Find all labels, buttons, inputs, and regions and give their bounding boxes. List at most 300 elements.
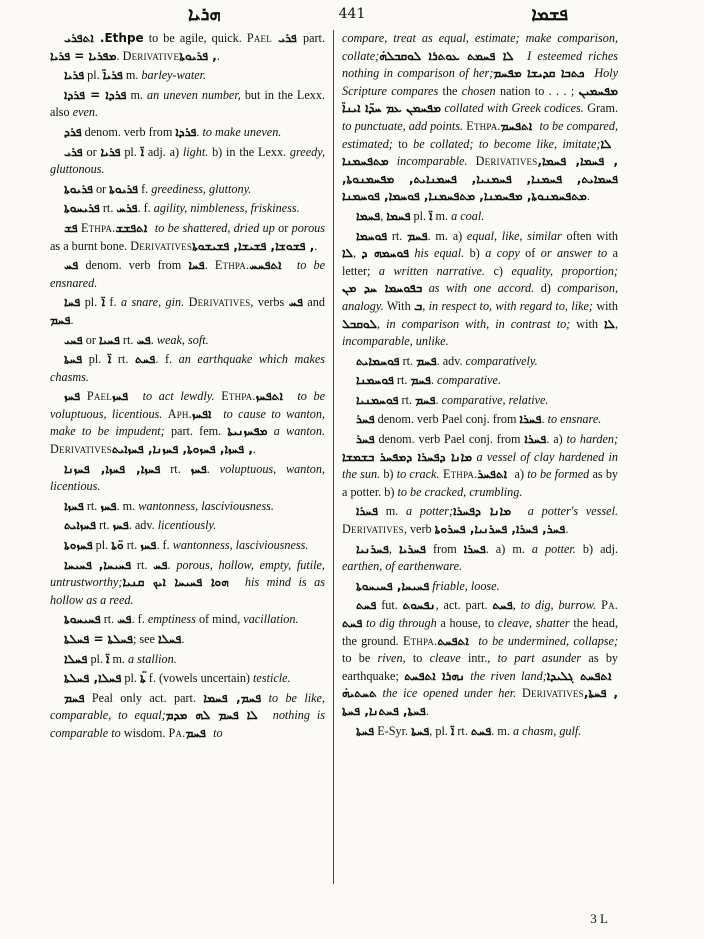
syriac-text: ܦܚܬ xyxy=(470,723,492,738)
syriac-text: ܦܪܝ xyxy=(271,31,303,45)
entry-text: pl. xyxy=(80,295,102,310)
small-caps-label: Derivatives xyxy=(130,238,193,253)
gloss-italic: greediness, gluttony. xyxy=(151,181,252,196)
small-caps-label: Derivatives xyxy=(475,154,538,169)
dictionary-entry xyxy=(50,220,325,255)
entry-text: rt. xyxy=(160,461,191,476)
syriac-text: ܦܚܬܐ xyxy=(64,352,83,367)
entry-text: denom. verb from xyxy=(81,124,176,139)
gloss-italic: porous, hollow, empty, futile, untrustworthy; xyxy=(50,557,325,590)
gloss-italic: a potter's vessel. xyxy=(520,504,618,519)
dictionary-entry xyxy=(50,670,325,688)
entry-text: , xyxy=(377,316,387,331)
syriac-text: ܦܚ xyxy=(64,258,79,273)
syriac-text: ܦܘܚܡܗ ܕ xyxy=(361,246,409,261)
gloss-italic: a vessel of clay hardened in the sun. xyxy=(342,449,618,482)
entry-text: as by earthquake; xyxy=(342,651,618,683)
entry-text: m. xyxy=(377,504,407,519)
dictionary-entry xyxy=(342,353,618,371)
entry-text: . xyxy=(435,392,442,407)
entry-text: . xyxy=(541,412,548,427)
entry-text: pl. xyxy=(121,671,140,686)
entry-text: , xyxy=(614,316,618,331)
syriac-text: ܦܚܙܐ xyxy=(64,498,84,513)
dictionary-entry xyxy=(50,181,325,199)
syriac-text: ܦܚ xyxy=(288,295,303,310)
syriac-text: ܡܦܚܡܝܢ xyxy=(578,83,618,98)
right-column xyxy=(342,30,618,921)
entry-text: . f. xyxy=(156,538,173,553)
gloss-italic: to punctuate, add points. xyxy=(342,118,463,133)
entry-text: of xyxy=(519,246,541,261)
entry-text: as a burnt bone. xyxy=(50,238,131,253)
syriac-text: ܐ̈ xyxy=(107,352,112,367)
gloss-italic: in comparison with, in contrast to; xyxy=(386,316,571,331)
syriac-text: ܦܚܝ xyxy=(64,332,83,347)
entry-text: . xyxy=(430,373,438,388)
syriac-text: ܡܐܢܐ ܕܦܚܪܐ ܕܡܦܚܪ ܒܫܡܫܐ xyxy=(342,449,473,464)
entry-text: wisdom. xyxy=(120,725,169,740)
entry-text: with xyxy=(570,316,604,331)
gloss-italic: to dig, burrow. xyxy=(520,598,597,613)
dictionary-entry xyxy=(342,228,618,351)
syriac-text: ܦܚܬ xyxy=(342,616,363,630)
entry-text: and xyxy=(302,295,325,310)
syriac-text: ܐ̈ xyxy=(429,208,433,223)
signature-mark: 3 L xyxy=(590,911,608,926)
entry-text: rt. xyxy=(387,228,408,243)
syriac-text: ܐ̈ xyxy=(450,723,455,738)
small-caps-label: Pael xyxy=(80,389,112,404)
syriac-text: ܐܬܦܚܬ ܓܠܝܕܐ ܬܚܬܝܗ̇ xyxy=(342,668,618,701)
entry-text: rt. xyxy=(398,392,416,407)
entry-text xyxy=(468,154,476,168)
syriac-text: ܦܚܡ xyxy=(415,392,436,407)
gloss-italic: to crack. xyxy=(396,467,440,482)
dictionary-entry xyxy=(50,200,325,218)
entry-text: . m. xyxy=(116,498,139,513)
syriac-text: ܐܬܦܚܪ xyxy=(477,467,512,482)
entry-text: E-Syr. xyxy=(374,723,412,738)
gloss-italic: incomparable. xyxy=(388,154,468,169)
small-caps-label: Pa. xyxy=(596,598,618,613)
gloss-italic: to part asunder xyxy=(497,651,582,666)
entry-text: part. xyxy=(303,31,325,45)
small-caps-label: Pael xyxy=(246,31,272,45)
syriac-text: ܐܬܦܚܚ xyxy=(249,258,290,273)
gloss-italic: friable, loose. xyxy=(432,578,500,593)
entry-text: . xyxy=(181,632,185,646)
syriac-text: ܦܚܠܐ xyxy=(64,651,88,666)
entry-text: or xyxy=(82,144,101,159)
syriac-text: ܐ̈ xyxy=(140,144,145,159)
gloss-italic: to be cracked, crumbling. xyxy=(397,484,523,499)
entry-text: , verb xyxy=(403,522,435,537)
dictionary-entry xyxy=(50,87,325,122)
small-caps-label: Aph. xyxy=(167,406,192,421)
syriac-text: ܦܚܬܐ xyxy=(356,723,375,738)
syriac-text: ܦܚܐ xyxy=(188,258,205,273)
syriac-text: ܒܦܘܚܡܐ ܚܕ ܡܢ xyxy=(342,281,423,296)
gloss-italic: be collated; to become like, imitate; xyxy=(413,136,601,151)
column-divider xyxy=(333,30,334,884)
gloss-italic: an uneven number, xyxy=(147,87,241,102)
entry-text: rt. xyxy=(123,538,141,553)
small-caps-label: Ethpa. xyxy=(402,633,438,648)
entry-text: rt. xyxy=(399,353,417,368)
syriac-text: ܠܘܩܒܠ xyxy=(342,316,377,331)
entry-text: rt. xyxy=(111,352,135,367)
gloss-italic: comparative, relative. xyxy=(441,392,549,407)
syriac-text: ܘ̈ܬܐ xyxy=(111,538,124,553)
gloss-italic: equality, proportion; xyxy=(511,263,618,278)
gloss-italic: an earthquake which makes chasms. xyxy=(50,352,325,384)
syriac-text: ܦܚܡ xyxy=(416,353,437,368)
gloss-italic: to act lewdly. xyxy=(135,389,215,404)
syriac-text: ܦܚܠܐ xyxy=(157,632,182,646)
gloss-italic: to cause to wanton, make to be impudent; xyxy=(50,406,325,439)
entry-text: , act. part. xyxy=(435,598,493,613)
syriac-text: ܦܪܕ xyxy=(64,124,82,139)
syriac-text: ܦܚܪܐ xyxy=(463,541,486,556)
syriac-text: ܠܐ xyxy=(603,316,615,331)
entry-text: the xyxy=(438,83,462,98)
entry-text: . xyxy=(70,312,74,327)
entry-text: . adv. xyxy=(128,518,158,533)
gloss-italic: a coal. xyxy=(451,208,485,223)
syriac-text: ܦܚܐ xyxy=(64,295,81,310)
entry-text: rt. xyxy=(393,373,411,388)
entry-text: . f. xyxy=(131,612,148,627)
syriac-text: ܢܗܪܐ ܐܬܦܚܬ xyxy=(404,668,465,683)
small-caps-label: Derivatives xyxy=(521,686,584,701)
entry-text: as by a potter. b) xyxy=(342,467,618,499)
syriac-text: ܦܚܪܐ xyxy=(356,504,378,519)
syriac-text: ܐܬܦܚܬ xyxy=(437,633,475,648)
entry-text: nation to . . . ; xyxy=(495,83,579,98)
syriac-text: ܦܚܪܢܝܐ xyxy=(356,541,389,556)
syriac-text: ܦܪܕܐ = ܦܪܕܐ xyxy=(64,87,127,102)
syriac-text: , ܦܫܘܫܐ, ܦܫܝܫܐ, ܦܫܝܫܘܬܐ xyxy=(192,238,315,253)
dictionary-entry xyxy=(50,294,325,329)
syriac-text: ܦܪܝܘܬܐ xyxy=(64,181,93,196)
entry-text: to be xyxy=(342,651,378,666)
syriac-text: ܦܚܙ xyxy=(190,461,207,476)
entry-text: , pl. xyxy=(429,723,451,738)
entry-text: or xyxy=(82,332,99,347)
dictionary-entry xyxy=(342,723,618,741)
gloss-italic: to make uneven. xyxy=(202,124,282,139)
small-caps-label: Derivatives xyxy=(50,442,112,457)
syriac-text: ܦܚܡ xyxy=(64,690,85,705)
entry-text: part. fem. xyxy=(164,424,228,439)
gloss-italic: comparatively. xyxy=(465,353,538,368)
entry-text: . m. a) xyxy=(427,228,467,243)
entry-text: to be agile, quick. xyxy=(143,31,247,45)
gloss-italic: a stallion. xyxy=(128,651,177,666)
small-caps-label: Derivatives xyxy=(188,295,251,310)
entry-text: intr., xyxy=(460,651,498,666)
gloss-italic: a copy xyxy=(485,246,520,261)
entry-text: pl. xyxy=(410,208,430,223)
syriac-text: Ethpe. ܐܬܦܪܝ xyxy=(64,31,144,45)
syriac-text: ܦܚܬ xyxy=(356,598,377,613)
entry-text: , xyxy=(422,298,429,313)
gloss-italic: collated with Greek codices. xyxy=(440,101,584,116)
dictionary-entry xyxy=(342,431,618,501)
entry-text: the head, the ground. xyxy=(342,616,618,648)
entry-text: . f. xyxy=(155,352,179,367)
entry-text: . a) xyxy=(546,432,567,447)
entry-text: . xyxy=(150,332,157,347)
entry-text: with xyxy=(592,298,618,313)
gloss-italic: to be like, comparable, to equal; xyxy=(50,690,325,723)
syriac-text: ܦܘܚܡܐܝܬ xyxy=(356,353,400,368)
entry-text: m. xyxy=(122,68,142,83)
entry-text: m. xyxy=(126,87,148,102)
gloss-italic: cleave xyxy=(429,651,461,666)
dictionary-entry xyxy=(50,557,325,610)
gloss-italic: his equal. xyxy=(408,246,465,261)
header-left-word: ܗܪܝܐ xyxy=(188,4,221,25)
syriac-text: ܦܚܝܚܐ, ܦܚܝܚܐ xyxy=(64,557,132,572)
syriac-text: ܦܚ xyxy=(136,332,151,347)
syriac-text: ܦܘܚܡܢܐ xyxy=(356,373,394,388)
gloss-italic: to be shattered, dried up xyxy=(151,220,275,235)
small-caps-label: Derivative xyxy=(122,48,180,63)
page-number: 441 xyxy=(338,6,366,22)
syriac-text: ܦܪܝܚܘܬܐ xyxy=(64,201,100,216)
syriac-text: ܦܪܝܐ xyxy=(64,68,85,83)
syriac-text: ܐܬܦܚܙ xyxy=(255,389,291,404)
dictionary-entry xyxy=(50,461,325,496)
dictionary-entry xyxy=(50,30,325,65)
syriac-text: ܠܐ ܡܬܦܚܡܢܐ xyxy=(342,136,618,169)
syriac-text: ܦܚܙ xyxy=(112,518,129,533)
syriac-text: ܡܦܚܡܢ ܥܡ ܚܕ̈ܐ ܐܝܢܐ̈ xyxy=(342,101,441,116)
entry-text: . m. xyxy=(491,723,513,738)
syriac-text: ܦܚܙܘܬܐ xyxy=(64,538,93,553)
entry-text: , xyxy=(380,208,387,223)
syriac-text: ܦܚܪܐ xyxy=(519,412,542,427)
entry-text: . xyxy=(216,48,220,63)
small-caps-label: Derivatives xyxy=(342,522,404,537)
syriac-text: ܦܪܝܘܬܐ xyxy=(109,181,139,196)
dictionary-entry xyxy=(50,388,325,458)
gloss-italic: emptiness xyxy=(147,612,196,627)
gloss-italic: wantonness, lasciviousness. xyxy=(138,498,274,513)
entry-text: d) xyxy=(534,281,558,296)
syriac-text: ܦܘܚܡܢܝܐ xyxy=(356,392,399,407)
entry-text: often with xyxy=(561,228,618,243)
gloss-italic: to xyxy=(210,725,223,740)
gloss-italic: a potter. xyxy=(531,541,576,556)
gloss-italic: porous xyxy=(291,220,325,235)
entry-text: Gram. xyxy=(583,101,618,116)
entry-text: rt. xyxy=(454,723,471,738)
entry-text: rt. xyxy=(119,332,137,347)
gloss-italic: in respect to, with regard to, like; xyxy=(428,298,593,313)
entry-text: ; see xyxy=(132,632,158,646)
entry-text: . xyxy=(586,189,590,204)
syriac-text: ܦܚܝܚܘܬܐ xyxy=(64,612,101,627)
syriac-text: ܦܚܡ xyxy=(407,228,428,243)
gloss-italic: equal, like, similar xyxy=(466,228,562,243)
syriac-text: ܠܐ ܦܚܡ ܠܗ ܡܕܡ xyxy=(165,708,266,723)
syriac-text: ܦܚܬ xyxy=(492,598,513,613)
syriac-text: ܦܚܬ xyxy=(134,352,156,367)
dictionary-entry xyxy=(342,541,618,576)
syriac-text: ܦܘܚܡܐ xyxy=(356,228,388,243)
entry-text: denom. verb from xyxy=(78,258,189,273)
entry-text: m. xyxy=(432,208,452,223)
entry-text: a letter; xyxy=(342,246,618,278)
dictionary-entry xyxy=(50,144,325,179)
small-caps-label: Pa. xyxy=(168,725,186,740)
syriac-text: ܦܚܪ xyxy=(356,412,375,427)
gloss-italic: to be voluptuous, licentious. xyxy=(50,389,325,421)
entry-text: . a) m. xyxy=(485,541,532,556)
gloss-italic: as with one accord. xyxy=(422,281,535,296)
gloss-italic: weak, soft. xyxy=(156,332,209,347)
dictionary-entry xyxy=(50,517,325,535)
entry-text: pl. xyxy=(82,352,108,367)
dictionary-entry xyxy=(342,30,618,206)
dictionary-entry xyxy=(50,537,325,555)
gloss-italic: the riven land; xyxy=(464,668,547,683)
entry-text: c) xyxy=(484,263,512,278)
syriac-text: ܦܚܬܐ xyxy=(411,723,430,738)
gloss-italic: a wanton. xyxy=(267,424,325,439)
syriac-text: ܦܚܡ xyxy=(410,373,431,388)
gloss-italic: agility, nimbleness, friskiness. xyxy=(153,201,300,216)
small-caps-label: Ethpa. xyxy=(77,220,116,235)
entry-text: . adv. xyxy=(436,353,466,368)
syriac-text: ܦܚܙ xyxy=(140,538,157,553)
entry-text: f. xyxy=(138,181,152,196)
syriac-text: ܐܦܚܙ xyxy=(191,406,218,421)
entry-text: f. xyxy=(105,295,121,310)
dictionary-entry xyxy=(342,597,618,720)
entry-text: denom. verb Pael conj. from xyxy=(374,432,525,447)
dictionary-entry xyxy=(342,578,618,596)
dictionary-entry xyxy=(50,498,325,516)
entry-text: With xyxy=(383,298,415,313)
left-column xyxy=(50,30,325,921)
small-caps-label: Ethpa. xyxy=(439,467,478,482)
dictionary-entry xyxy=(50,351,325,386)
syriac-text: ܦܚܙ xyxy=(64,389,81,404)
syriac-text: ܦܚܪ, ܦܚܪܐ, ܦܚܪܢܝܐ, ܦܚܪܘܬܐ xyxy=(434,522,566,537)
entry-text: from xyxy=(425,541,464,556)
entry-text: a) xyxy=(511,467,528,482)
gloss-italic: light. xyxy=(182,144,209,159)
entry-text: f. (vowels uncertain) xyxy=(145,671,254,686)
entry-text: . xyxy=(116,48,123,63)
syriac-text: ܦܚܙܐ, ܦܚܙܐ, ܦܚܙܢܐ xyxy=(64,461,161,476)
syriac-text: , ܦܚܡܐ, ܦܚܡܐ, ܦܚܡܐܝܬ, ܦܚܡܢܐ, ܦܚܡܢܝܐ, ܦܚܡܢܐܝܬ, ܡܦܚܡܢܘܬܐ, ܡܬܦܚܡܢܘܬܐ, ܡܦܚܡܢܐ, ܡܬܦܚܡܢܐ, ܦܘܚܡܐ, ܦܘܚܡܢܐ xyxy=(342,154,618,204)
entry-text: or xyxy=(92,181,110,196)
entry-text: pl. xyxy=(87,651,107,666)
entry-text: rt. xyxy=(100,612,118,627)
syriac-text: ܦܚܪܐ xyxy=(524,432,547,447)
entry-text: b) in the Lexx. xyxy=(208,144,290,159)
gloss-italic: voluptuous, wanton, licentious. xyxy=(50,461,325,494)
entry-text: , xyxy=(388,541,399,556)
syriac-text: , ܦܪܝܘܬܐ xyxy=(179,48,217,63)
entry-text: . xyxy=(252,442,256,457)
gloss-italic: the ice opened under her. xyxy=(376,686,517,701)
entry-text: b) xyxy=(380,467,397,482)
entry-text: adj. a) xyxy=(144,144,183,159)
entry-text: fut. xyxy=(376,598,403,613)
gloss-italic: to harden; xyxy=(566,432,618,447)
syriac-text: ܦܚܙ xyxy=(111,389,136,404)
entry-text: pl. xyxy=(84,68,103,83)
entry-text: , verbs xyxy=(250,295,289,310)
syriac-text: ܦܪܝ xyxy=(64,144,83,159)
entry-text: . xyxy=(167,557,177,572)
gloss-italic: barley-water. xyxy=(141,68,207,83)
gloss-italic: to be undermined, collapse; xyxy=(474,633,618,648)
entry-text: . xyxy=(206,461,220,476)
dictionary-entry xyxy=(50,690,325,743)
entry-text: pl. xyxy=(92,538,112,553)
syriac-text: ܢܦܚܘܬ xyxy=(402,598,436,613)
dictionary-entry xyxy=(50,124,325,142)
syriac-text: ܬܐ̈ xyxy=(140,671,146,686)
gloss-italic: comparison, analogy. xyxy=(342,281,618,313)
small-caps-label: Ethpa. xyxy=(221,389,256,404)
gloss-italic: I esteemed riches nothing in comparison of her; xyxy=(342,48,618,81)
entry-text: but in the Lexx. also xyxy=(50,87,325,120)
gloss-italic: to ensnare. xyxy=(547,412,602,427)
gloss-italic: incomparable, unlike. xyxy=(342,334,449,349)
entry-text: m. xyxy=(109,651,129,666)
gloss-italic: Holy Scripture compares xyxy=(342,66,618,98)
small-caps-label: Ethpa. xyxy=(463,118,501,133)
syriac-text: ܦܚ xyxy=(153,557,168,572)
entry-text: denom. verb Pael conj. from xyxy=(374,412,520,427)
syriac-text: ܟܬܒܐ ܩܕܝܫܐ ܡܦܚܡ xyxy=(493,66,591,81)
syriac-text: ܐܬܦܫܫ xyxy=(115,220,152,235)
dictionary-entry xyxy=(342,208,618,226)
syriac-text: ܦܪܝܐ̈ xyxy=(102,68,123,83)
syriac-text: ܦܚܪܝܐ xyxy=(398,541,426,556)
gloss-italic: earthen, of earthenware. xyxy=(342,559,463,574)
entry-text: . xyxy=(565,522,569,537)
entry-text: Peal only act. part. xyxy=(84,690,204,705)
dictionary-entry xyxy=(342,411,618,429)
entry-text: to xyxy=(405,651,430,666)
syriac-text: ܦܪܚ xyxy=(116,201,138,216)
syriac-text: ܦܚܠܬܐ = ܦܚܠܬܐ xyxy=(64,632,133,646)
syriac-text: , ܦܚܬܐ, ܦܚܬܐ, ܦܚܬܢܐ, ܦܚܬܐ xyxy=(342,686,618,718)
gloss-italic: a chasm, gulf. xyxy=(512,723,582,738)
syriac-text: ܦܚܡܐ xyxy=(356,208,381,223)
dictionary-entry xyxy=(50,332,325,350)
entry-text: rt. xyxy=(95,518,113,533)
syriac-text: ܐ̈ xyxy=(101,295,106,310)
syriac-text: ܦܚܡ xyxy=(50,312,71,327)
entry-text: to xyxy=(392,136,414,151)
syriac-text: ܐܬܦܚܡ xyxy=(500,118,537,133)
syriac-text: ܦܚܙܐܝܬ xyxy=(64,518,96,533)
entry-text: rt. xyxy=(131,557,154,572)
gloss-italic: vacillation. xyxy=(243,612,299,627)
gloss-italic: to be ensnared. xyxy=(50,258,325,290)
page-header xyxy=(40,4,664,26)
